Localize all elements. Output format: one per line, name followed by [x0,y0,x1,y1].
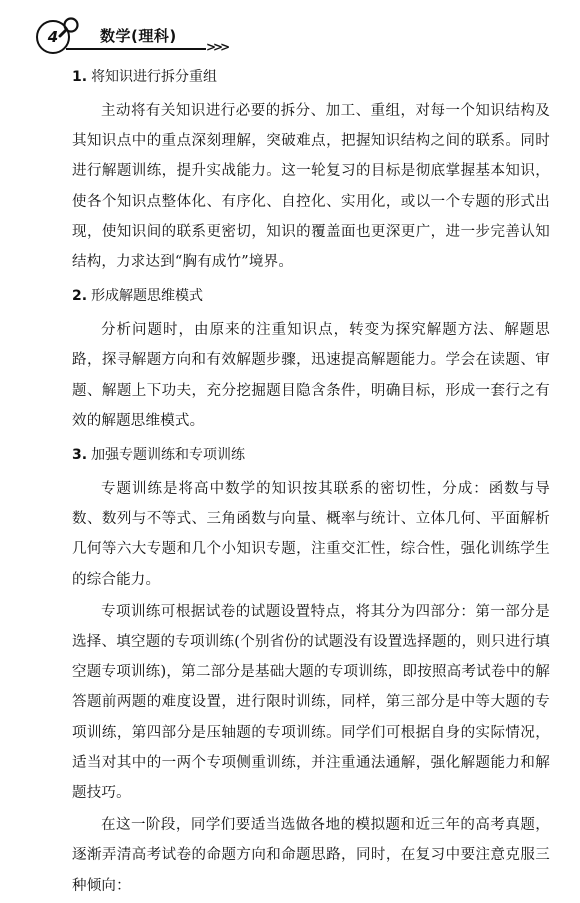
section-title: 加强专题训练和专项训练 [91,447,246,464]
page-header [36,14,236,54]
header-title: 数学(理科) [100,27,177,45]
section-number: 2. [72,288,88,305]
section-title: 将知识进行拆分重组 [91,69,218,85]
paragraph: 专项训练可根据试卷的试题设置特点，将其分为四部分：第一部分是选择、填空题的专项训练(个别省份的试题没有设置选择题的，则只进行填空题专项训练)，第二部分是基础大题的专项训练，即按照高考试卷中的解答题前两题的难度设置，进行限时训练，同样，第三部分是中等大题的专项训练，第四部分是压轴题的专项训练。同学们可根据自身的实际情况，适当对其中的一两个专项侧重训练，并注重通法通解，强化解题能力和解题技巧。 [72,603,550,802]
header-underline [66,48,206,50]
section-title: 形成解题思维模式 [91,288,204,305]
section-number: 1. [72,69,88,85]
paragraph: 主动将有关知识进行必要的拆分、加工、重组，对每一个知识结构及其知识点中的重点深刻理解，突破难点，把握知识结构之间的联系。同时进行解题训练，提升实战能力。这一轮复习的目标是彻底掌握基本知识，使各个知识点整体化、有序化、自控化、实用化，或以一个专题的形式出现，使知识间的联系更密切，知识的覆盖面也更深更广，进一步完善认知结构，力求达到“胸有成竹”境界。 [72,103,550,271]
section-number: 3. [72,447,88,464]
paragraph: 在这一阶段，同学们要适当选做各地的模拟题和近三年的高考真题，逐渐弄清高考试卷的命题方向和命题思路，同时，在复习中要注意克服三种倾向： [72,817,550,894]
section-heading [72,64,550,90]
header-arrows-icon: >>> [206,40,228,54]
page-number: 4 [47,28,59,46]
magnifier-icon [56,16,82,42]
section-heading [72,283,550,309]
paragraph: 分析问题时，由原来的注重知识点，转变为探究解题方法、解题思路，探寻解题方向和有效解题步骤，迅速提高解题能力。学会在读题、审题、解题上下功夫，充分挖掘题目隐含条件，明确目标，形成一套行之有效的解题思维模式。 [72,322,550,429]
paragraph: 专题训练是将高中数学的知识按其联系的密切性，分成：函数与导数、数列与不等式、三角函数与向量、概率与统计、立体几何、平面解析几何等六大专题和几个小知识专题，注重交汇性，综合性，强化训练学生的综合能力。 [72,481,550,588]
section-1 [72,64,550,277]
section-2 [72,283,550,436]
section-3 [72,442,550,901]
section-heading [72,442,550,468]
document-body [72,58,550,903]
